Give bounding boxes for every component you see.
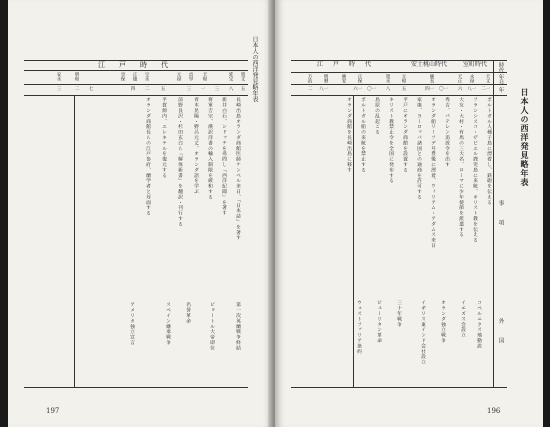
foreign-entry: オランダ独立戦争 <box>440 300 445 344</box>
entry: ポルトガル船の来航を禁止する <box>360 97 365 173</box>
foreign-entry: ウェストファリア条約 <box>356 300 361 354</box>
header-events-label: 事項 <box>497 200 504 239</box>
era-name: 正保 <box>357 74 362 84</box>
year: 一 <box>200 86 205 91</box>
header-foreign-label: 外国 <box>497 318 504 357</box>
year: 二 <box>144 86 149 91</box>
table-bottom-rule <box>291 387 507 388</box>
era-names-row <box>28 72 244 84</box>
foreign-entry: 名誉革命 <box>185 302 190 324</box>
foreign-entry: アメリカ独立宣言 <box>129 302 134 346</box>
entry: 長崎出島オランダ商館医師ケンペル来日、『日本誌』を著す <box>235 97 240 241</box>
foreign-entry: ピョートル大帝即位 <box>209 302 214 351</box>
page-number: 196 <box>487 407 501 415</box>
era-name: 天文 <box>485 74 490 84</box>
era-name: 正徳 <box>132 72 137 82</box>
year: 五 <box>401 86 406 91</box>
era-name: 天正 <box>457 74 462 84</box>
era-name: 寛文 <box>240 72 245 82</box>
year: 三 <box>56 86 61 91</box>
column-divider <box>74 95 75 387</box>
entry: 前野良沢・杉田玄白ら『解体新書』を翻訳・刊行する <box>177 97 182 227</box>
era-name: 安永 <box>56 72 61 82</box>
entry: 秀吉、バテレン追放令を出す <box>444 97 449 168</box>
entry: 島原の乱起こる <box>374 97 379 135</box>
year: 五 <box>160 86 165 91</box>
era-name-rule <box>24 84 248 85</box>
header-rule <box>291 72 507 73</box>
era-name: 永禄 <box>469 74 474 84</box>
entry: オランダ船リーフデ号豊後に漂着、ウィリアム・アダムス来日 <box>430 97 435 249</box>
year-rule <box>24 95 248 96</box>
year: 三 <box>214 86 219 91</box>
eras-row <box>291 62 491 72</box>
header-year-name-label: 年号 <box>497 74 504 85</box>
foreign-entry: イエズス会設立 <box>460 300 465 338</box>
year: 一六 <box>352 86 362 91</box>
era-name-rule <box>291 84 507 85</box>
entry: ポルトガル人種子島に漂着し、鉄砲を伝える <box>486 97 491 205</box>
year-rule <box>291 95 507 96</box>
year: 一八 <box>318 86 328 91</box>
table-bottom-rule <box>24 387 248 388</box>
era: 江戸時代 <box>316 61 381 68</box>
foreign-entry: 第一次英蘭戦争終結 <box>235 302 240 351</box>
year: 一八 <box>466 86 476 91</box>
year: 一〇 <box>366 86 376 91</box>
page-number: 197 <box>46 407 60 415</box>
era-name: 明和 <box>74 72 79 82</box>
year: 六 <box>457 86 462 91</box>
era-name: 明暦 <box>323 74 328 84</box>
entry: オランダ商館を長崎出島に移す <box>346 97 351 173</box>
entry: 平賀源内、エレキテルを復元する <box>161 97 166 178</box>
year: 二 <box>74 86 79 91</box>
running-title: 日本人の西洋発見略年表 <box>251 36 258 102</box>
year: 七 <box>88 86 93 91</box>
era-name: 慶安 <box>341 74 346 84</box>
year: 八 <box>228 86 233 91</box>
foreign-entry: 三十年戦争 <box>396 300 401 327</box>
entry: キリスト教禁止令を全国に発布する <box>388 97 393 184</box>
header-rule <box>24 70 248 71</box>
entry: 平戸にオランダ商館を設置する <box>402 97 407 173</box>
column-divider <box>353 95 354 387</box>
era-header: 江戸時代 <box>98 61 182 69</box>
header-year-label: 年 <box>497 87 504 93</box>
era: 室町時代 <box>462 61 487 68</box>
entry: オランダ商館長らの江戸参府、蘭学者と対面する <box>145 97 150 216</box>
foreign-entry: ピューリタン革命 <box>376 300 381 344</box>
right-page <box>275 0 543 427</box>
year: 一二 <box>480 86 490 91</box>
left-page <box>8 0 273 427</box>
entry: 家康、ヨーロッパ諸国との通商を許可する <box>416 97 421 200</box>
era-name: 宝永 <box>144 72 149 82</box>
years-row <box>291 86 491 94</box>
era-name: 天和 <box>202 72 207 82</box>
era-name: 享保 <box>120 72 125 82</box>
entry: 青木昆陽・野呂元丈、オランダ語を学ぶ <box>193 97 198 195</box>
era-name: 元和 <box>401 74 406 84</box>
header-era-label: 時代 <box>497 62 504 73</box>
era-name: 貞享 <box>188 72 193 82</box>
era-name: 万治 <box>307 74 312 84</box>
foreign-entry: スペイン継承戦争 <box>165 302 170 346</box>
year: 八 <box>385 86 390 91</box>
foreign-entry: コペルニクス地動説 <box>476 300 481 349</box>
era-name: 慶長 <box>429 74 434 84</box>
era-name: 寛永 <box>385 74 390 84</box>
year: 一四 <box>424 86 434 91</box>
entry: 新井白石、シドッチを尋問し『西洋紀聞』を著す <box>221 97 226 216</box>
page-title: 日本人の西洋発見略年表 <box>520 88 530 187</box>
entry: フランシスコ・ザビエル鹿児島に来航、キリスト教を伝える <box>472 97 477 243</box>
entry: 大友・大村・有馬の三大名、ローマに少年使節を派遣する <box>458 97 463 238</box>
years-row <box>28 86 244 94</box>
year: 一〇 <box>438 86 448 91</box>
era-name: 延宝 <box>228 72 233 82</box>
label-column-rule <box>493 60 494 387</box>
year: 三 <box>186 86 191 91</box>
year: 五 <box>240 86 245 91</box>
year: 四 <box>130 86 135 91</box>
year: 二 <box>307 86 312 91</box>
era: 安土桃山時代 <box>410 61 447 68</box>
era-names-row <box>291 74 491 84</box>
entry: 将軍吉宗、漢訳洋書の輸入制限を緩和する <box>207 97 212 200</box>
foreign-entry: イギリス東インド会社設立 <box>420 300 425 365</box>
era-name: 元禄 <box>176 72 181 82</box>
